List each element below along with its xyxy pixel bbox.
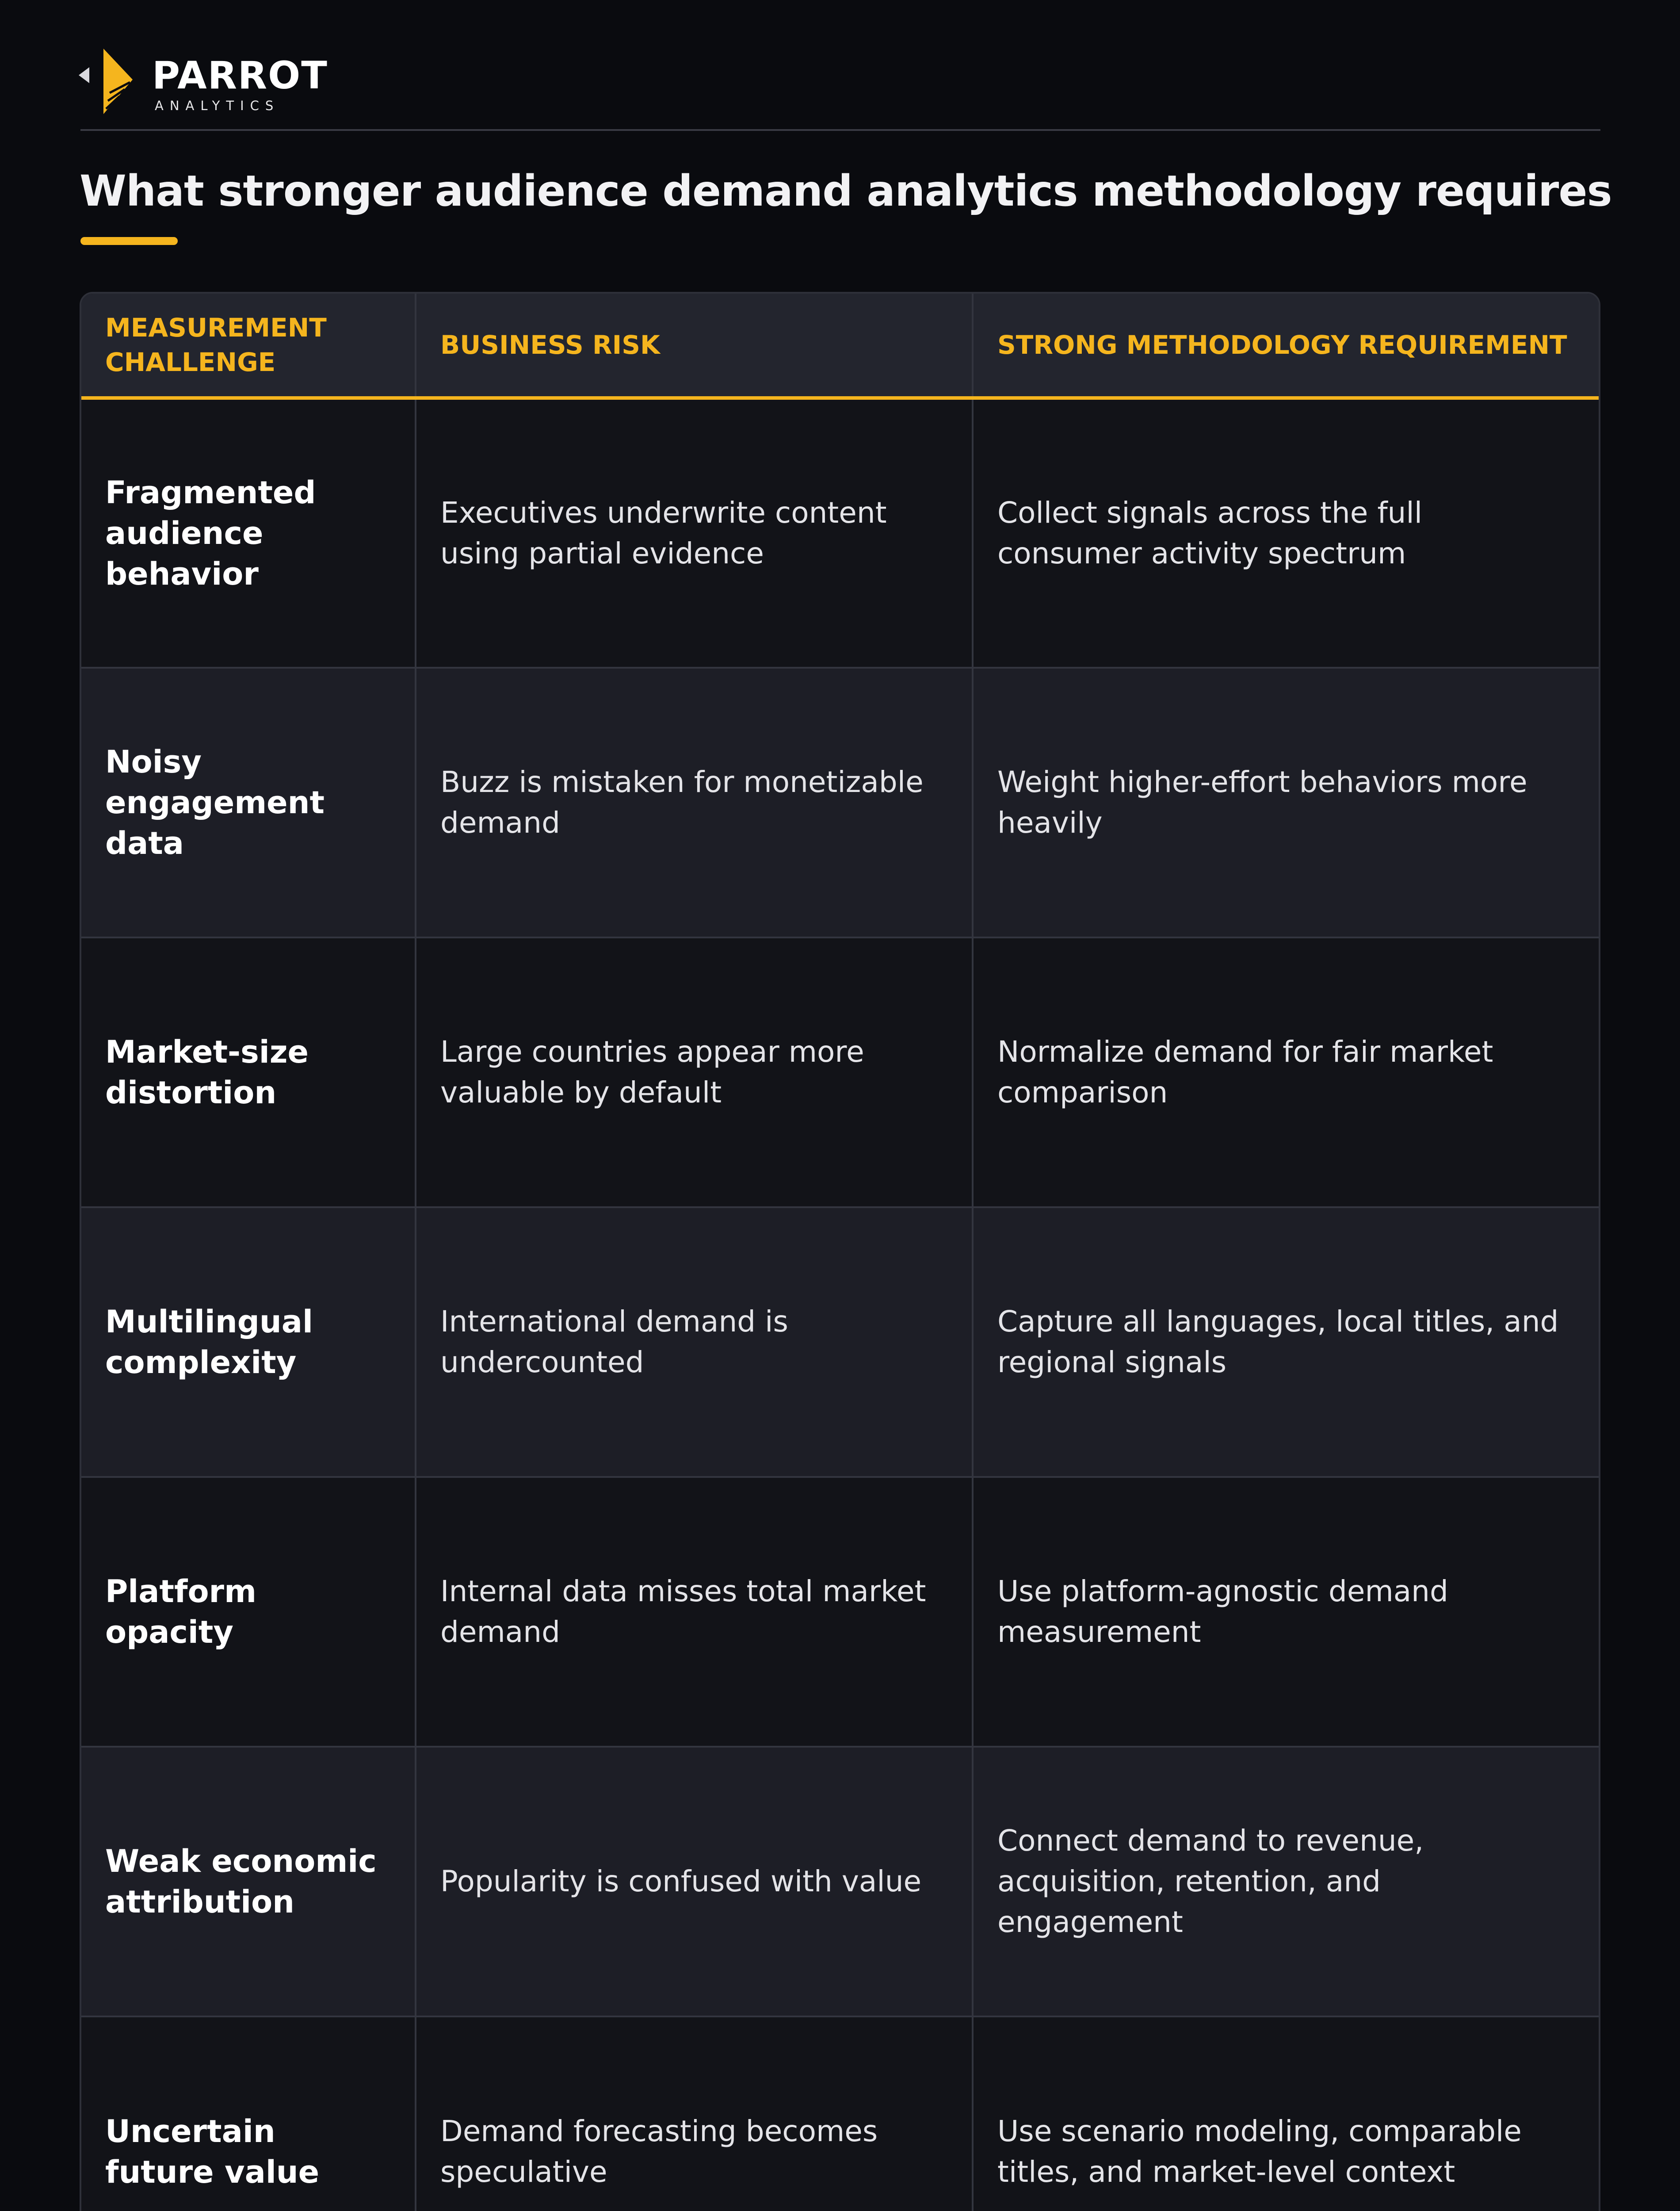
- parrot-wing-logo-icon: [79, 44, 145, 119]
- requirement-cell: Weight higher-effort behaviors more heavily: [973, 668, 1599, 937]
- table-row: [81, 937, 1599, 1207]
- table-row: [81, 1747, 1599, 2016]
- methodology-table: [80, 292, 1600, 2211]
- risk-cell: International demand is undercounted: [416, 1207, 973, 1477]
- table-row: [81, 1207, 1599, 1477]
- header-divider: [80, 129, 1600, 131]
- requirement-cell: Capture all languages, local titles, and regional signals: [973, 1207, 1599, 1477]
- requirement-cell: Normalize demand for fair market comparison: [973, 937, 1599, 1207]
- requirement-cell: Connect demand to revenue, acquisition, retention, and engagement: [973, 1747, 1599, 2016]
- risk-cell: Popularity is confused with value: [416, 1747, 973, 2016]
- risk-cell: Buzz is mistaken for monetizable demand: [416, 668, 973, 937]
- challenge-cell: Market-size distortion: [81, 937, 416, 1207]
- requirement-cell: Use platform-agnostic demand measurement: [973, 1477, 1599, 1747]
- requirement-cell: Collect signals across the full consumer activity spectrum: [997, 496, 1423, 570]
- challenge-cell: Weak economic attribution: [81, 1747, 416, 2016]
- table-row: [81, 1477, 1599, 1747]
- brand-name: PARROT: [152, 54, 328, 98]
- brand-subtitle: ANALYTICS: [155, 98, 280, 113]
- page-title: What stronger audience demand analytics methodology requires: [80, 166, 1612, 216]
- header-measurement-challenge: MEASUREMENT CHALLENGE: [81, 294, 416, 398]
- table-row: [81, 2016, 1599, 2211]
- challenge-cell: Noisy engagement data: [81, 668, 416, 937]
- risk-cell: Large countries appear more valuable by default: [416, 937, 973, 1207]
- challenge-cell: Multilingual complexity: [81, 1207, 416, 1477]
- requirement-cell: Use scenario modeling, comparable titles, and market-level context: [973, 2016, 1599, 2211]
- table-row: [81, 398, 1599, 668]
- header-strong-methodology-requirement: STRONG METHODOLOGY REQUIREMENT: [973, 294, 1599, 398]
- risk-cell: Internal data misses total market demand: [416, 1477, 973, 1747]
- table-header-row: [81, 294, 1599, 398]
- table-row: [81, 668, 1599, 937]
- brand-logo: [79, 44, 328, 119]
- header-business-risk: BUSINESS RISK: [416, 294, 973, 398]
- challenge-cell: Uncertain future value: [81, 2016, 416, 2211]
- title-accent-underline: [80, 237, 178, 245]
- challenge-cell: Platform opacity: [81, 1477, 416, 1747]
- challenge-cell: Fragmented audience behavior: [81, 398, 416, 668]
- risk-cell: Demand forecasting becomes speculative: [416, 2016, 973, 2211]
- risk-cell: Executives underwrite content using partial evidence: [416, 398, 973, 668]
